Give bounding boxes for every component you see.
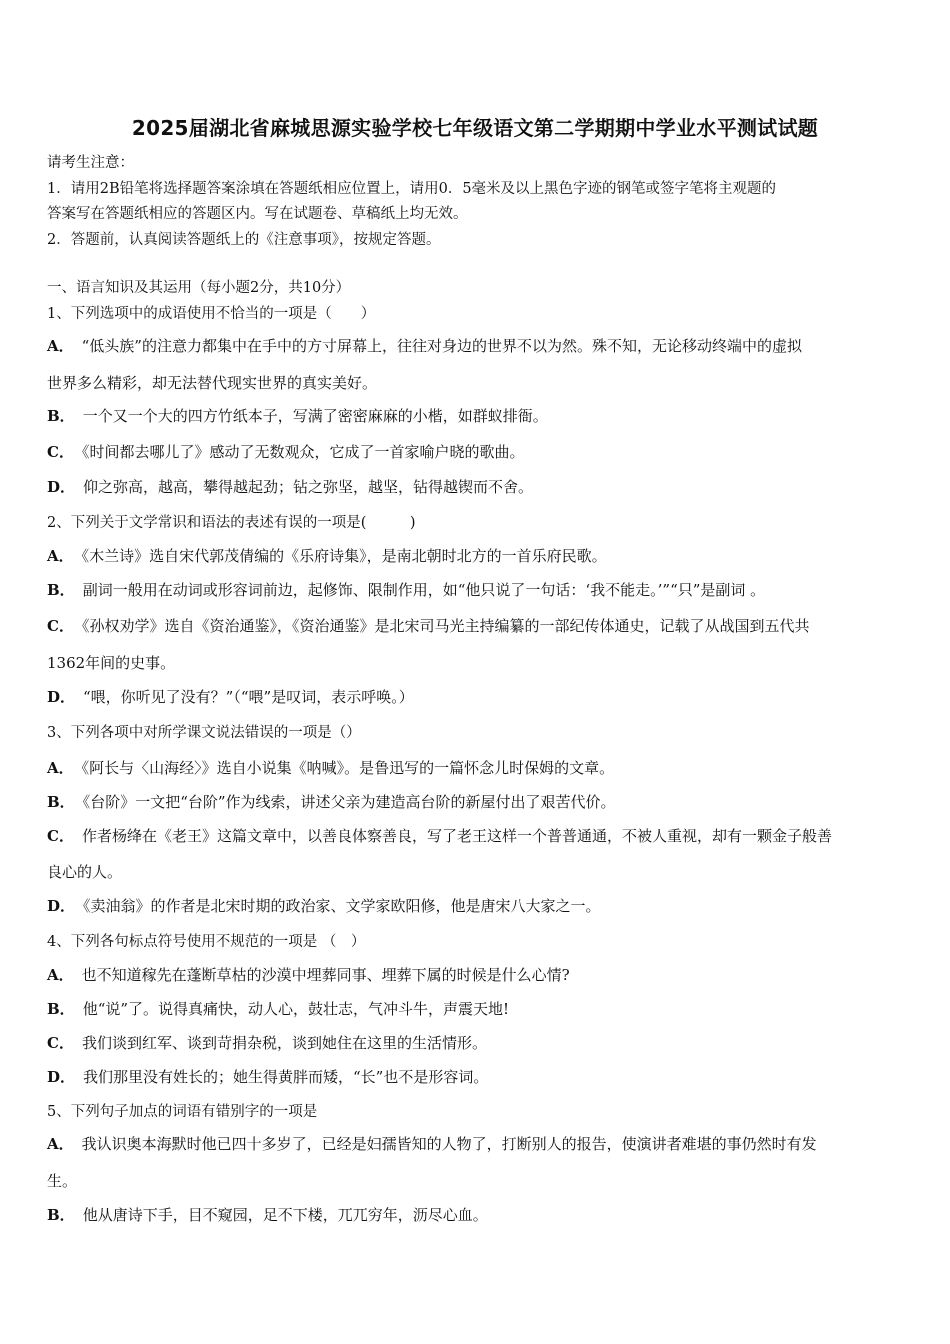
option-key: B． bbox=[47, 581, 75, 599]
question-stem: 3、下列各项中对所学课文说法错误的一项是（） bbox=[47, 725, 361, 741]
option-text: 《孙权劝学》选自《资治通鉴》，《资治通鉴》是北宋司马光主持编纂的一部纪传体通史，记载了从战国到五代共 bbox=[81, 617, 810, 635]
option-text: 他从唐诗下手，目不窥园，足不下楼，兀兀穷年，沥尽心血。 bbox=[82, 1206, 488, 1224]
option-key: D． bbox=[47, 897, 76, 915]
option-row bbox=[47, 405, 912, 426]
option-row bbox=[47, 545, 912, 566]
option-text-cont: 生。 bbox=[47, 1172, 78, 1190]
option-text: 副词一般用在动词或形容词前边，起修饰、限制作用，如“他只说了一句话：‘我不能走。’”“只”是副词 。 bbox=[82, 581, 766, 599]
option-key: A． bbox=[47, 547, 74, 565]
option-text: 一个又一个大的四方竹纸本子，写满了密密麻麻的小楷，如群蚁排衙。 bbox=[82, 407, 548, 425]
notice-heading: 请考生注意： bbox=[47, 155, 134, 171]
option-row bbox=[47, 1133, 912, 1154]
option-key: B． bbox=[47, 793, 75, 811]
option-text: 我们那里没有姓长的；她生得黄胖而矮，“长”也不是形容词。 bbox=[83, 1068, 489, 1086]
option-text: 《卖油翁》的作者是北宋时期的政治家、文学家欧阳修，他是唐宋八大家之一。 bbox=[83, 897, 601, 915]
option-text: “喂，你听见了没有？”（“喂”是叹词，表示呼唤。） bbox=[83, 688, 414, 706]
option-row bbox=[47, 476, 912, 497]
option-text: 《台阶》一文把“台阶”作为线索，讲述父亲为建造高台阶的新屋付出了艰苦代价。 bbox=[82, 793, 616, 811]
option-row bbox=[47, 791, 912, 812]
option-text: 《阿长与〈山海经〉》选自小说集《呐喊》。是鲁迅写的一篇怀念儿时保姆的文章。 bbox=[81, 759, 615, 777]
option-key: A． bbox=[47, 337, 74, 355]
option-row bbox=[47, 825, 912, 846]
option-text-cont: 世界多么精彩，却无法替代现实世界的真实美好。 bbox=[47, 374, 378, 392]
option-text: 《时间都去哪儿了》感动了无数观众，它成了一首家喻户晓的歌曲。 bbox=[81, 443, 525, 461]
option-row bbox=[47, 441, 912, 462]
option-row bbox=[47, 998, 912, 1019]
option-key: C． bbox=[47, 1034, 74, 1052]
option-row bbox=[47, 757, 912, 778]
option-row bbox=[47, 1066, 912, 1087]
option-key: C． bbox=[47, 443, 74, 461]
section-heading: 一、语言知识及其运用（每小题2分，共10分） bbox=[47, 280, 351, 296]
option-text-cont: 良心的人。 bbox=[47, 863, 123, 881]
notice-item-1: 1．请用2B铅笔将选择题答案涂填在答题纸相应位置上，请用0．5毫米及以上黑色字迹的钢笔或签字笔将主观题的 bbox=[47, 181, 777, 197]
option-text: 他“说”了。说得真痛快，动人心，鼓壮志，气冲斗牛，声震天地! bbox=[82, 1000, 510, 1018]
option-text: 作者杨绛在《老王》这篇文章中，以善良体察善良，写了老王这样一个普普通通，不被人重视，却有一颗金子般善 bbox=[81, 827, 832, 845]
option-text: “低头族”的注意力都集中在手中的方寸屏幕上，往往对身边的世界不以为然。殊不知，无论移动终端中的虚拟 bbox=[81, 337, 802, 355]
option-row bbox=[47, 335, 912, 356]
option-row bbox=[47, 895, 912, 916]
option-row bbox=[47, 579, 912, 600]
option-row bbox=[47, 1204, 912, 1225]
notice-item-1-cont: 答案写在答题纸相应的答题区内。写在试题卷、草稿纸上均无效。 bbox=[47, 206, 468, 222]
option-text: 也不知道稼先在蓬断草枯的沙漠中埋葬同事、埋葬下属的时候是什么心情? bbox=[81, 966, 570, 984]
option-key: D． bbox=[47, 1068, 76, 1086]
option-key: D． bbox=[47, 688, 76, 706]
option-key: B． bbox=[47, 407, 75, 425]
option-key: A． bbox=[47, 759, 74, 777]
option-text: 我认识奥本海默时他已四十多岁了，已经是妇孺皆知的人物了，打断别人的报告，使演讲者难堪的事仍然时有发 bbox=[81, 1135, 817, 1153]
option-row bbox=[47, 964, 912, 985]
option-key: A． bbox=[47, 1135, 74, 1153]
option-text: 《木兰诗》选自宋代郭茂倩编的《乐府诗集》，是南北朝时北方的一首乐府民歌。 bbox=[81, 547, 607, 565]
option-key: C． bbox=[47, 617, 74, 635]
option-row bbox=[47, 615, 912, 636]
option-key: A． bbox=[47, 966, 74, 984]
notice-item-2: 2．答题前，认真阅读答题纸上的《注意事项》，按规定答题。 bbox=[47, 232, 441, 248]
option-key: D． bbox=[47, 478, 76, 496]
option-key: B． bbox=[47, 1000, 75, 1018]
option-text-cont: 1362年间的史事。 bbox=[47, 654, 176, 672]
question-stem: 4、下列各句标点符号使用不规范的一项是 （ ） bbox=[47, 934, 366, 950]
option-text: 我们谈到红军、谈到苛捐杂税，谈到她住在这里的生活情形。 bbox=[81, 1034, 487, 1052]
option-key: B． bbox=[47, 1206, 75, 1224]
question-stem: 5、下列句子加点的词语有错别字的一项是 bbox=[47, 1104, 318, 1120]
page-title: 2025届湖北省麻城思源实验学校七年级语文第二学期期中学业水平测试试题 bbox=[131, 116, 819, 140]
option-row bbox=[47, 686, 912, 707]
question-stem: 1、下列选项中的成语使用不恰当的一项是（ ） bbox=[47, 306, 376, 322]
option-text: 仰之弥高，越高，攀得越起劲；钻之弥坚，越坚，钻得越锲而不舍。 bbox=[83, 478, 534, 496]
option-key: C． bbox=[47, 827, 74, 845]
question-stem: 2、下列关于文学常识和语法的表述有误的一项是( ) bbox=[47, 515, 416, 531]
option-row bbox=[47, 1032, 912, 1053]
